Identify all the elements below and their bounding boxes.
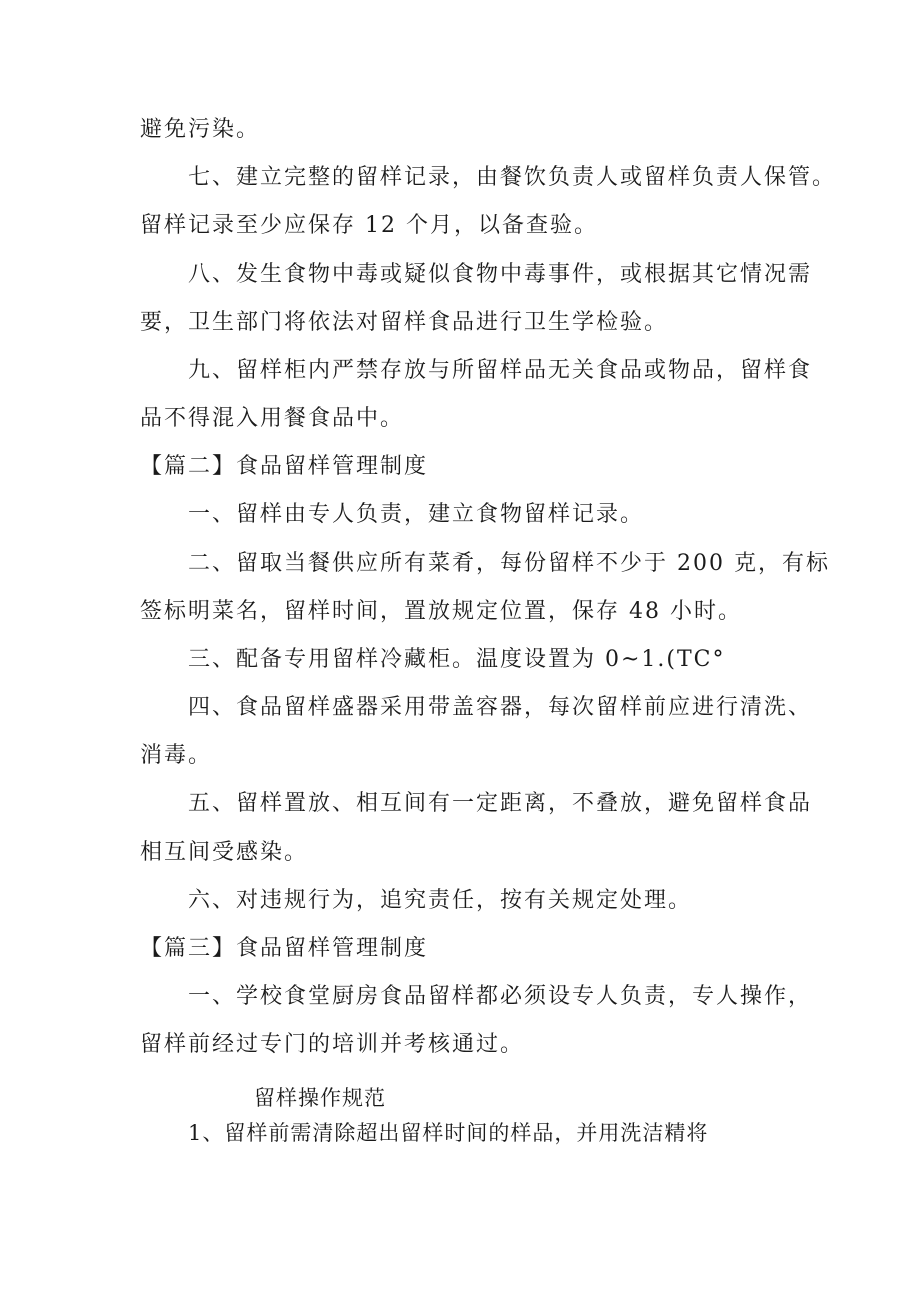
text-line-19: 一、学校食堂厨房食品留样都必须设专人负责，专人操作，: [188, 984, 813, 1009]
text-line-16: 相互间受感染。: [140, 840, 309, 865]
text-line-2: 七、建立完整的留样记录，由餐饮负责人或留样负责人保管。: [188, 165, 837, 190]
text-line-20: 留样前经过专门的培训并考核通过。: [140, 1032, 525, 1057]
text-line-6: 九、留样柜内严禁存放与所留样品无关食品或物品，留样食: [188, 358, 813, 383]
subheading-operation-spec: 留样操作规范: [254, 1086, 386, 1110]
text-line-7: 品不得混入用餐食品中。: [140, 406, 405, 431]
text-line-10: 二、留取当餐供应所有菜肴，每份留样不少于 200 克，有标: [188, 551, 830, 576]
text-line-4: 八、发生食物中毒或疑似食物中毒事件，或根据其它情况需: [188, 262, 813, 287]
section-heading-2: 【篇二】食品留样管理制度: [140, 454, 429, 479]
text-line-3: 留样记录至少应保存 12 个月，以备查验。: [140, 213, 598, 238]
section-heading-3: 【篇三】食品留样管理制度: [140, 936, 429, 961]
text-line-1: 避免污染。: [140, 117, 261, 142]
text-line-5: 要，卫生部门将依法对留样食品进行卫生学检验。: [140, 310, 669, 335]
text-line-13: 四、食品留样盛器采用带盖容器，每次留样前应进行清洗、: [188, 695, 813, 720]
text-line-11: 签标明菜名，留样时间，置放规定位置，保存 48 小时。: [140, 599, 742, 624]
text-line-12: 三、配备专用留样冷藏柜。温度设置为 0~1.(TC°: [188, 647, 726, 672]
text-line-15: 五、留样置放、相互间有一定距离，不叠放，避免留样食品: [188, 791, 813, 816]
text-line-9: 一、留样由专人负责，建立食物留样记录。: [188, 502, 645, 527]
text-line-22: 1、留样前需清除超出留样时间的样品，并用洗洁精将: [188, 1121, 709, 1145]
text-line-14: 消毒。: [140, 743, 213, 768]
text-line-17: 六、对违规行为，追究责任，按有关规定处理。: [188, 888, 693, 913]
